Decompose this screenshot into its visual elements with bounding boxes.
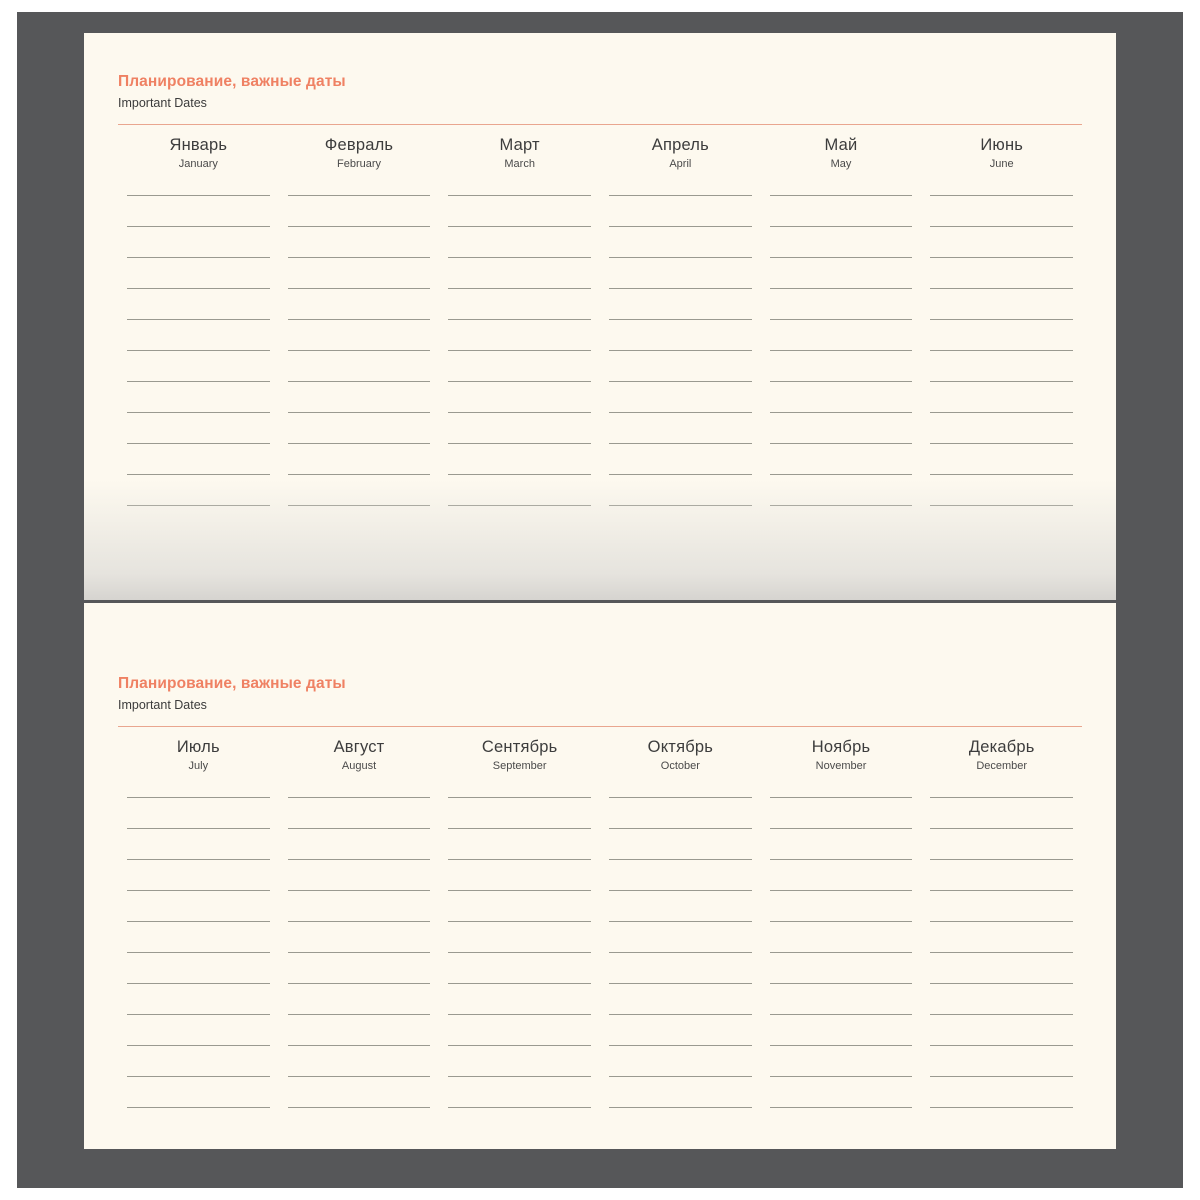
writing-line[interactable]	[288, 859, 431, 860]
writing-line[interactable]	[288, 412, 431, 413]
month-column-june	[921, 125, 1082, 506]
writing-line[interactable]	[127, 443, 270, 444]
writing-line[interactable]	[770, 350, 913, 351]
writing-line[interactable]	[127, 983, 270, 984]
writing-lines[interactable]	[288, 797, 431, 1108]
month-header	[930, 125, 1073, 170]
writing-line[interactable]	[448, 983, 591, 984]
writing-line[interactable]	[930, 983, 1073, 984]
writing-line[interactable]	[127, 797, 270, 798]
writing-line[interactable]	[609, 288, 752, 289]
month-name-ru: Декабрь	[968, 738, 1035, 756]
writing-line[interactable]	[770, 257, 913, 258]
spread-first-half	[84, 33, 1116, 600]
writing-line[interactable]	[127, 1107, 270, 1108]
month-column-july	[118, 727, 279, 1138]
writing-line[interactable]	[609, 1076, 752, 1077]
writing-line[interactable]	[609, 797, 752, 798]
writing-line[interactable]	[930, 226, 1073, 227]
month-header	[288, 125, 431, 170]
writing-line[interactable]	[770, 381, 913, 382]
month-name-en: January	[178, 158, 218, 170]
writing-line[interactable]	[770, 1045, 913, 1046]
writing-line[interactable]	[288, 952, 431, 953]
writing-line[interactable]	[127, 257, 270, 258]
month-name-ru: Сентябрь	[481, 738, 558, 756]
writing-line[interactable]	[448, 1107, 591, 1108]
writing-line[interactable]	[448, 350, 591, 351]
writing-line[interactable]	[770, 890, 913, 891]
writing-line[interactable]	[288, 226, 431, 227]
month-header	[770, 125, 913, 170]
writing-line[interactable]	[609, 381, 752, 382]
month-name-en: October	[660, 760, 700, 772]
writing-line[interactable]	[770, 443, 913, 444]
writing-line[interactable]	[930, 1076, 1073, 1077]
writing-line[interactable]	[930, 890, 1073, 891]
writing-line[interactable]	[127, 350, 270, 351]
writing-line[interactable]	[127, 1014, 270, 1015]
writing-line[interactable]	[127, 381, 270, 382]
writing-line[interactable]	[127, 890, 270, 891]
writing-lines[interactable]	[770, 797, 913, 1108]
writing-line[interactable]	[448, 195, 591, 196]
month-name-ru: Октябрь	[647, 738, 714, 756]
writing-line[interactable]	[448, 859, 591, 860]
writing-line[interactable]	[609, 890, 752, 891]
writing-line[interactable]	[609, 828, 752, 829]
writing-line[interactable]	[930, 350, 1073, 351]
writing-line[interactable]	[448, 890, 591, 891]
months-row-top	[118, 125, 1082, 506]
writing-line[interactable]	[609, 474, 752, 475]
writing-line[interactable]	[930, 412, 1073, 413]
month-header	[609, 125, 752, 170]
writing-lines[interactable]	[448, 195, 591, 506]
writing-line[interactable]	[448, 1045, 591, 1046]
writing-line[interactable]	[609, 505, 752, 506]
writing-lines[interactable]	[609, 195, 752, 506]
month-header	[930, 727, 1073, 772]
page-title: Планирование, важные даты	[118, 675, 346, 692]
writing-line[interactable]	[770, 226, 913, 227]
writing-line[interactable]	[930, 319, 1073, 320]
writing-line[interactable]	[448, 381, 591, 382]
month-header	[448, 727, 591, 772]
month-name-en: April	[669, 158, 692, 170]
month-column-april	[600, 125, 761, 506]
writing-lines[interactable]	[448, 797, 591, 1108]
month-column-october	[600, 727, 761, 1138]
writing-line[interactable]	[448, 226, 591, 227]
writing-lines[interactable]	[930, 797, 1073, 1108]
writing-line[interactable]	[930, 195, 1073, 196]
writing-line[interactable]	[770, 505, 913, 506]
writing-lines[interactable]	[288, 195, 431, 506]
writing-line[interactable]	[448, 1076, 591, 1077]
month-name-en: December	[976, 760, 1028, 772]
month-name-ru: Май	[824, 136, 858, 154]
writing-lines[interactable]	[770, 195, 913, 506]
writing-line[interactable]	[127, 288, 270, 289]
writing-line[interactable]	[770, 797, 913, 798]
writing-line[interactable]	[930, 952, 1073, 953]
writing-line[interactable]	[770, 412, 913, 413]
writing-line[interactable]	[288, 797, 431, 798]
writing-line[interactable]	[288, 1014, 431, 1015]
writing-line[interactable]	[609, 195, 752, 196]
month-name-en: May	[830, 158, 852, 170]
writing-line[interactable]	[288, 257, 431, 258]
writing-line[interactable]	[609, 257, 752, 258]
writing-line[interactable]	[609, 350, 752, 351]
writing-line[interactable]	[930, 288, 1073, 289]
writing-line[interactable]	[127, 952, 270, 953]
writing-line[interactable]	[127, 828, 270, 829]
month-name-en: February	[336, 158, 382, 170]
writing-line[interactable]	[930, 443, 1073, 444]
writing-line[interactable]	[448, 505, 591, 506]
month-header	[770, 727, 913, 772]
spread-content-top	[118, 33, 1082, 600]
month-name-en: November	[815, 760, 867, 772]
writing-line[interactable]	[448, 474, 591, 475]
writing-line[interactable]	[770, 319, 913, 320]
month-name-ru: Ноябрь	[811, 738, 871, 756]
writing-line[interactable]	[770, 195, 913, 196]
writing-line[interactable]	[127, 195, 270, 196]
writing-line[interactable]	[448, 412, 591, 413]
writing-line[interactable]	[288, 828, 431, 829]
writing-line[interactable]	[288, 381, 431, 382]
month-name-ru: Февраль	[324, 136, 394, 154]
writing-line[interactable]	[288, 443, 431, 444]
month-header	[127, 727, 270, 772]
writing-line[interactable]	[127, 921, 270, 922]
month-column-march	[439, 125, 600, 506]
writing-line[interactable]	[288, 350, 431, 351]
writing-line[interactable]	[288, 983, 431, 984]
writing-line[interactable]	[288, 195, 431, 196]
month-name-en: August	[341, 760, 377, 772]
month-column-february	[279, 125, 440, 506]
month-name-ru: Август	[333, 738, 385, 756]
writing-line[interactable]	[288, 890, 431, 891]
writing-line[interactable]	[288, 1076, 431, 1077]
writing-line[interactable]	[127, 226, 270, 227]
writing-line[interactable]	[288, 921, 431, 922]
writing-line[interactable]	[448, 257, 591, 258]
writing-line[interactable]	[288, 1107, 431, 1108]
writing-line[interactable]	[930, 797, 1073, 798]
writing-line[interactable]	[127, 859, 270, 860]
writing-line[interactable]	[930, 474, 1073, 475]
writing-line[interactable]	[930, 828, 1073, 829]
month-name-ru: Июнь	[980, 136, 1024, 154]
month-column-november	[761, 727, 922, 1138]
writing-line[interactable]	[770, 983, 913, 984]
writing-line[interactable]	[609, 921, 752, 922]
month-name-en: March	[504, 158, 535, 170]
writing-line[interactable]	[448, 1014, 591, 1015]
writing-lines[interactable]	[127, 195, 270, 506]
page-subtitle: Important Dates	[118, 698, 207, 712]
writing-line[interactable]	[127, 474, 270, 475]
writing-line[interactable]	[448, 443, 591, 444]
writing-line[interactable]	[127, 412, 270, 413]
month-header	[127, 125, 270, 170]
month-name-ru: Январь	[169, 136, 228, 154]
month-header	[609, 727, 752, 772]
writing-line[interactable]	[448, 797, 591, 798]
writing-lines[interactable]	[609, 797, 752, 1108]
page-subtitle: Important Dates	[118, 96, 207, 110]
writing-line[interactable]	[770, 828, 913, 829]
writing-line[interactable]	[770, 1076, 913, 1077]
writing-line[interactable]	[288, 1045, 431, 1046]
writing-line[interactable]	[609, 859, 752, 860]
writing-line[interactable]	[448, 921, 591, 922]
writing-line[interactable]	[770, 859, 913, 860]
writing-lines[interactable]	[930, 195, 1073, 506]
writing-line[interactable]	[770, 952, 913, 953]
month-column-september	[439, 727, 600, 1138]
writing-line[interactable]	[609, 1107, 752, 1108]
months-row-bottom	[118, 727, 1082, 1138]
writing-line[interactable]	[930, 1014, 1073, 1015]
writing-line[interactable]	[770, 474, 913, 475]
writing-line[interactable]	[609, 412, 752, 413]
writing-line[interactable]	[127, 1076, 270, 1077]
writing-line[interactable]	[930, 505, 1073, 506]
month-column-may	[761, 125, 922, 506]
month-column-august	[279, 727, 440, 1138]
writing-line[interactable]	[930, 921, 1073, 922]
writing-line[interactable]	[609, 952, 752, 953]
writing-line[interactable]	[127, 1045, 270, 1046]
writing-line[interactable]	[930, 1107, 1073, 1108]
writing-line[interactable]	[609, 983, 752, 984]
writing-line[interactable]	[288, 319, 431, 320]
month-column-december	[921, 727, 1082, 1138]
writing-line[interactable]	[288, 474, 431, 475]
writing-line[interactable]	[770, 1107, 913, 1108]
writing-line[interactable]	[127, 505, 270, 506]
writing-line[interactable]	[609, 1045, 752, 1046]
month-name-ru: Апрель	[651, 136, 709, 154]
writing-line[interactable]	[930, 257, 1073, 258]
writing-line[interactable]	[930, 381, 1073, 382]
month-name-en: June	[989, 158, 1014, 170]
writing-line[interactable]	[930, 859, 1073, 860]
writing-line[interactable]	[609, 1014, 752, 1015]
writing-line[interactable]	[127, 319, 270, 320]
month-header	[448, 125, 591, 170]
month-name-ru: Март	[499, 136, 540, 154]
writing-lines[interactable]	[127, 797, 270, 1108]
spread-content-bottom	[118, 603, 1082, 1149]
month-name-en: July	[188, 760, 209, 772]
writing-line[interactable]	[609, 319, 752, 320]
month-column-january	[118, 125, 279, 506]
writing-line[interactable]	[770, 921, 913, 922]
month-name-en: September	[492, 760, 547, 772]
writing-line[interactable]	[770, 1014, 913, 1015]
page-title: Планирование, важные даты	[118, 73, 346, 90]
writing-line[interactable]	[448, 319, 591, 320]
writing-line[interactable]	[448, 828, 591, 829]
writing-line[interactable]	[609, 226, 752, 227]
writing-line[interactable]	[930, 1045, 1073, 1046]
month-name-ru: Июль	[176, 738, 220, 756]
writing-line[interactable]	[288, 505, 431, 506]
writing-line[interactable]	[448, 288, 591, 289]
month-header	[288, 727, 431, 772]
writing-line[interactable]	[609, 443, 752, 444]
spread-second-half	[84, 603, 1116, 1149]
writing-line[interactable]	[288, 288, 431, 289]
writing-line[interactable]	[770, 288, 913, 289]
writing-line[interactable]	[448, 952, 591, 953]
